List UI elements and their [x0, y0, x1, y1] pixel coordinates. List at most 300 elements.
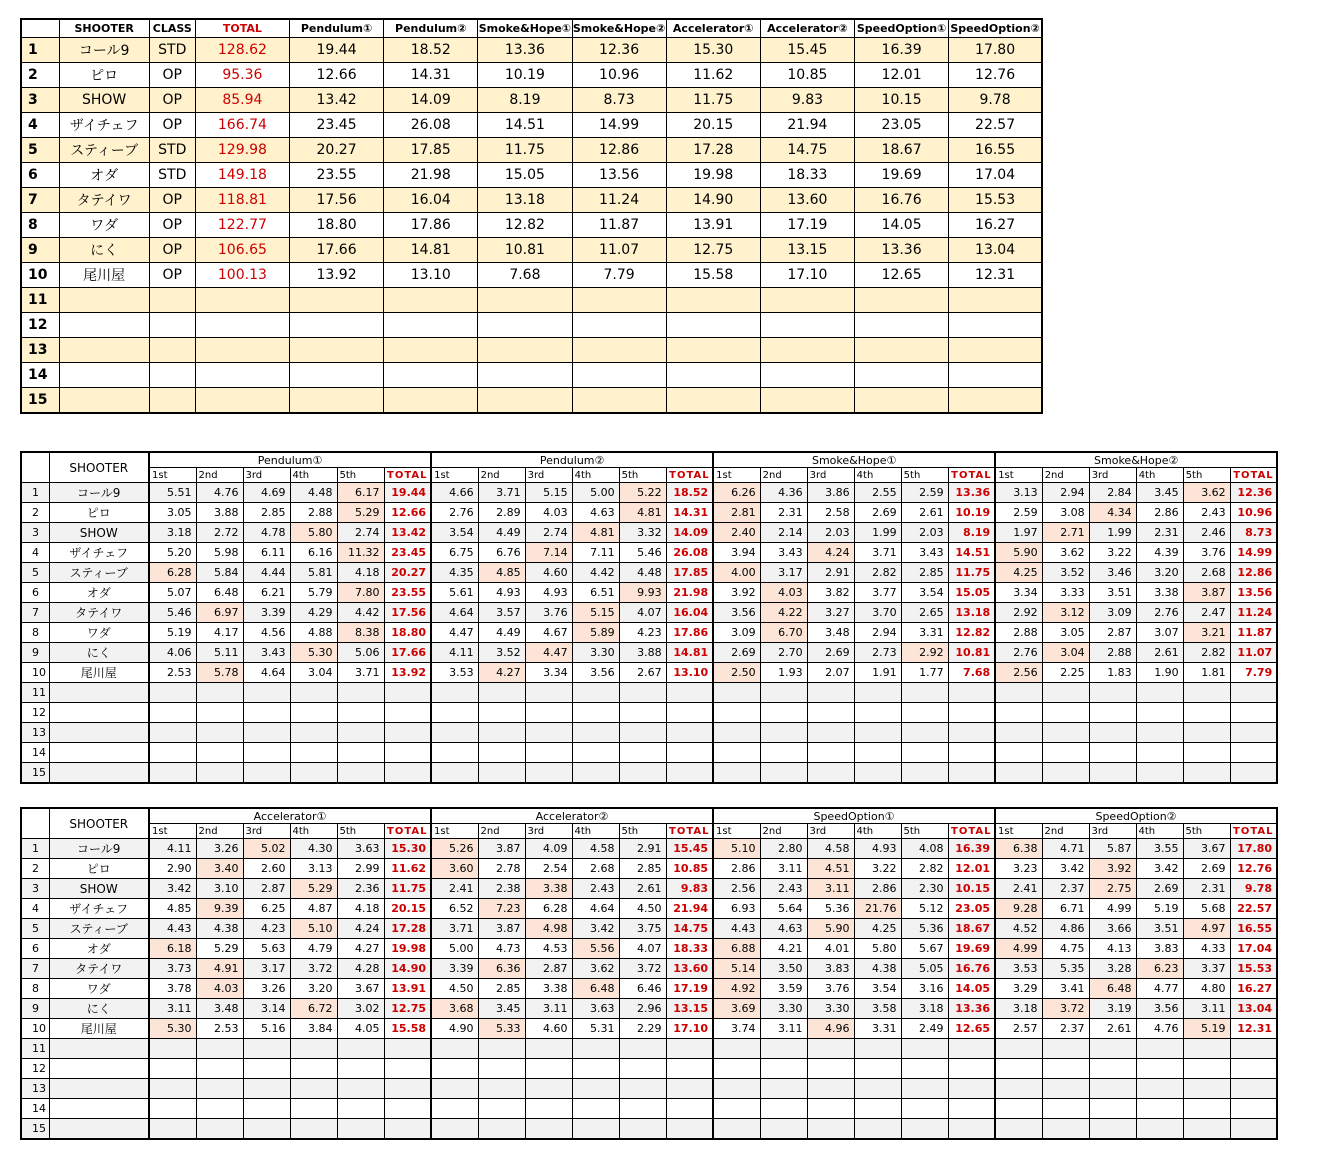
stage-time [760, 338, 854, 363]
total-cell: 85.94 [195, 88, 289, 113]
stage-time: 23.05 [855, 113, 949, 138]
stage-time: 17.86 [384, 213, 478, 238]
class-cell [149, 313, 195, 338]
run-time [995, 683, 1042, 703]
run-time [243, 743, 290, 763]
run-time [1042, 703, 1089, 723]
run-time: 4.76 [1136, 1019, 1183, 1039]
event-total: 26.08 [666, 543, 713, 563]
stage-time: 17.04 [949, 163, 1042, 188]
run-time: 4.96 [807, 1019, 854, 1039]
event-total [666, 1079, 713, 1099]
run-time: 4.64 [572, 899, 619, 919]
row-number: 7 [21, 188, 59, 213]
summary-row [21, 238, 1042, 263]
run-time: 4.06 [149, 643, 196, 663]
event-total [1230, 1099, 1277, 1119]
run-time [995, 703, 1042, 723]
run-time: 6.48 [196, 583, 243, 603]
event-total: 23.45 [384, 543, 431, 563]
run-time: 2.41 [995, 879, 1042, 899]
event-total [948, 683, 995, 703]
run-time: 4.22 [760, 603, 807, 623]
run-time: 5.11 [196, 643, 243, 663]
run-time: 3.42 [572, 919, 619, 939]
run-time: 3.31 [901, 623, 948, 643]
detail-row [21, 763, 1277, 784]
event-total: 12.75 [384, 999, 431, 1019]
event-total: 8.73 [1230, 523, 1277, 543]
run-time: 7.80 [337, 583, 384, 603]
run-time: 4.07 [619, 939, 666, 959]
run-time [854, 723, 901, 743]
run-time: 5.15 [525, 483, 572, 503]
run-time: 5.68 [1183, 899, 1230, 919]
shooter-name [49, 1039, 149, 1059]
stage-time: 11.24 [572, 188, 666, 213]
run-time [1089, 743, 1136, 763]
run-time: 3.66 [1089, 919, 1136, 939]
run-time: 5.90 [807, 919, 854, 939]
run-time [525, 763, 572, 784]
detail-row [21, 859, 1277, 879]
run-time [713, 1099, 760, 1119]
run-time [243, 1039, 290, 1059]
stage-time: 26.08 [384, 113, 478, 138]
total-cell: 166.74 [195, 113, 289, 138]
shooter-name: スティーブ [49, 563, 149, 583]
run-header: 5th [619, 468, 666, 483]
stage-time: 12.75 [666, 238, 760, 263]
run-time [1136, 1119, 1183, 1140]
run-time: 3.26 [243, 979, 290, 999]
detail-row [21, 563, 1277, 583]
run-time: 2.61 [901, 503, 948, 523]
run-time [1042, 1059, 1089, 1079]
row-number: 14 [21, 363, 59, 388]
run-time [713, 1079, 760, 1099]
run-time [431, 763, 478, 784]
run-time: 5.31 [572, 1019, 619, 1039]
run-time: 2.69 [1183, 859, 1230, 879]
event-total: 12.86 [1230, 563, 1277, 583]
stage-time: 9.83 [760, 88, 854, 113]
stage-time: 23.45 [289, 113, 383, 138]
run-time: 4.49 [478, 523, 525, 543]
total-cell: 128.62 [195, 38, 289, 63]
run-time: 2.76 [431, 503, 478, 523]
shooter-name: SHOW [59, 88, 149, 113]
stage-time [949, 288, 1042, 313]
run-time [196, 1119, 243, 1140]
run-time [760, 1119, 807, 1140]
run-time: 4.99 [995, 939, 1042, 959]
run-time: 3.10 [196, 879, 243, 899]
run-time: 4.36 [760, 483, 807, 503]
run-time [807, 1099, 854, 1119]
run-time: 3.62 [1042, 543, 1089, 563]
run-time: 4.42 [337, 603, 384, 623]
run-time: 2.87 [243, 879, 290, 899]
run-header: 2nd [196, 468, 243, 483]
event-total [666, 1119, 713, 1140]
run-time: 2.25 [1042, 663, 1089, 683]
run-time: 2.60 [243, 859, 290, 879]
header-blank [21, 808, 49, 839]
detail-row [21, 1059, 1277, 1079]
event-total [1230, 1079, 1277, 1099]
run-time: 2.29 [619, 1019, 666, 1039]
event-total [384, 743, 431, 763]
shooter-name: ワダ [49, 623, 149, 643]
stage-time: 22.57 [949, 113, 1042, 138]
class-cell [149, 363, 195, 388]
class-cell: OP [149, 213, 195, 238]
run-time: 6.51 [572, 583, 619, 603]
event-total: 17.86 [666, 623, 713, 643]
run-time [1183, 723, 1230, 743]
summary-table [20, 18, 1043, 414]
shooter-name: スティーブ [59, 138, 149, 163]
run-time: 4.73 [478, 939, 525, 959]
run-time: 4.58 [572, 839, 619, 859]
run-time: 3.38 [1136, 583, 1183, 603]
total-cell [195, 288, 289, 313]
run-time: 11.32 [337, 543, 384, 563]
row-number: 6 [21, 163, 59, 188]
header-total: TOTAL [195, 19, 289, 38]
run-time [572, 763, 619, 784]
detail-table-2 [20, 807, 1278, 1140]
run-time: 3.34 [995, 583, 1042, 603]
total-header: TOTAL [384, 468, 431, 483]
run-time [854, 1119, 901, 1140]
run-header: 5th [1183, 468, 1230, 483]
run-time: 3.67 [337, 979, 384, 999]
run-time: 3.84 [290, 1019, 337, 1039]
stage-time [572, 363, 666, 388]
run-time: 4.24 [337, 919, 384, 939]
event-total: 14.51 [948, 543, 995, 563]
run-time: 3.43 [243, 643, 290, 663]
run-time: 2.59 [901, 483, 948, 503]
run-time: 3.45 [478, 999, 525, 1019]
event-total: 14.90 [384, 959, 431, 979]
run-time: 4.86 [1042, 919, 1089, 939]
run-time [431, 683, 478, 703]
run-time: 5.22 [619, 483, 666, 503]
run-time: 3.69 [713, 999, 760, 1019]
run-time: 3.50 [760, 959, 807, 979]
run-time: 4.03 [196, 979, 243, 999]
run-time [901, 743, 948, 763]
event-total: 17.10 [666, 1019, 713, 1039]
run-time: 6.75 [431, 543, 478, 563]
run-time: 4.93 [854, 839, 901, 859]
total-cell [195, 313, 289, 338]
run-time [619, 683, 666, 703]
shooter-name: コール9 [49, 839, 149, 859]
row-number: 3 [21, 88, 59, 113]
run-time: 2.46 [1183, 523, 1230, 543]
run-time: 4.38 [854, 959, 901, 979]
run-time [337, 1039, 384, 1059]
run-time: 3.53 [995, 959, 1042, 979]
run-time: 2.74 [525, 523, 572, 543]
run-time [243, 1059, 290, 1079]
run-time: 4.39 [1136, 543, 1183, 563]
header-blank [21, 452, 49, 483]
shooter-name: 尾川屋 [49, 1019, 149, 1039]
event-total [384, 1059, 431, 1079]
run-time [901, 683, 948, 703]
shooter-name [49, 723, 149, 743]
run-time: 6.93 [713, 899, 760, 919]
run-time: 4.47 [525, 643, 572, 663]
header-pendulum-: Pendulum① [289, 19, 383, 38]
run-time: 3.48 [807, 623, 854, 643]
summary-row [21, 163, 1042, 188]
run-time [243, 723, 290, 743]
total-header: TOTAL [948, 468, 995, 483]
row-number: 5 [21, 138, 59, 163]
run-time [760, 1059, 807, 1079]
run-time [572, 703, 619, 723]
run-time: 4.85 [149, 899, 196, 919]
stage-time: 15.30 [666, 38, 760, 63]
run-time [1136, 1079, 1183, 1099]
run-time [619, 743, 666, 763]
run-time: 3.56 [1136, 999, 1183, 1019]
run-time: 2.78 [478, 859, 525, 879]
run-time: 3.39 [431, 959, 478, 979]
shooter-name: コール9 [49, 483, 149, 503]
event-total: 16.55 [1230, 919, 1277, 939]
run-time [1183, 763, 1230, 784]
row-number: 6 [21, 939, 49, 959]
shooter-name [49, 763, 149, 784]
shooter-header: SHOOTER [49, 808, 149, 839]
total-cell: 95.36 [195, 63, 289, 88]
event-total: 13.91 [384, 979, 431, 999]
run-time [478, 683, 525, 703]
stage-time [384, 313, 478, 338]
run-time: 3.57 [478, 603, 525, 623]
run-time: 3.62 [1183, 483, 1230, 503]
detail-row [21, 663, 1277, 683]
event-total: 12.76 [1230, 859, 1277, 879]
run-time [901, 763, 948, 784]
run-time [1042, 1099, 1089, 1119]
run-time: 5.90 [995, 543, 1042, 563]
run-time: 3.51 [1136, 919, 1183, 939]
total-cell: 106.65 [195, 238, 289, 263]
stage-time: 18.67 [855, 138, 949, 163]
event-total [948, 743, 995, 763]
run-time: 2.37 [1042, 879, 1089, 899]
event-total [948, 1119, 995, 1140]
run-time: 3.19 [1089, 999, 1136, 1019]
stage-time: 7.68 [478, 263, 572, 288]
run-time: 5.46 [619, 543, 666, 563]
run-time [713, 1119, 760, 1140]
shooter-name: にく [49, 999, 149, 1019]
run-time [572, 1079, 619, 1099]
run-time: 3.04 [290, 663, 337, 683]
run-time: 3.37 [1183, 959, 1230, 979]
run-time [431, 1059, 478, 1079]
event-total [1230, 683, 1277, 703]
detail-row [21, 839, 1277, 859]
run-time [572, 1059, 619, 1079]
run-time: 6.72 [290, 999, 337, 1019]
event-header: SpeedOption① [713, 808, 995, 824]
detail-row [21, 1099, 1277, 1119]
run-time [1042, 743, 1089, 763]
run-time: 2.86 [854, 879, 901, 899]
run-time: 3.88 [619, 643, 666, 663]
stage-time: 16.39 [855, 38, 949, 63]
event-total: 13.60 [666, 959, 713, 979]
event-total: 15.45 [666, 839, 713, 859]
summary-row [21, 363, 1042, 388]
run-time: 3.13 [995, 483, 1042, 503]
event-total: 23.05 [948, 899, 995, 919]
detail-row [21, 1079, 1277, 1099]
run-header: 5th [901, 824, 948, 839]
stage-time: 20.15 [666, 113, 760, 138]
run-time: 6.36 [478, 959, 525, 979]
event-total [666, 743, 713, 763]
run-time [196, 1059, 243, 1079]
run-time: 3.77 [854, 583, 901, 603]
row-number: 10 [21, 663, 49, 683]
run-time [243, 683, 290, 703]
run-time [1089, 683, 1136, 703]
run-time: 2.87 [525, 959, 572, 979]
event-total: 13.18 [948, 603, 995, 623]
run-time: 4.05 [337, 1019, 384, 1039]
run-time: 3.56 [572, 663, 619, 683]
detail-row [21, 683, 1277, 703]
run-time: 5.19 [1136, 899, 1183, 919]
event-total: 21.94 [666, 899, 713, 919]
run-time: 5.05 [901, 959, 948, 979]
event-total: 13.56 [1230, 583, 1277, 603]
event-total: 13.15 [666, 999, 713, 1019]
run-time: 3.87 [478, 919, 525, 939]
event-header: Pendulum① [149, 452, 431, 468]
stage-time: 14.31 [384, 63, 478, 88]
run-time: 2.65 [901, 603, 948, 623]
run-time: 4.25 [854, 919, 901, 939]
run-time: 2.07 [807, 663, 854, 683]
run-time: 3.11 [525, 999, 572, 1019]
run-time [901, 1059, 948, 1079]
run-time [995, 723, 1042, 743]
run-time: 3.07 [1136, 623, 1183, 643]
event-total: 17.56 [384, 603, 431, 623]
shooter-name [49, 1099, 149, 1119]
run-time: 4.77 [1136, 979, 1183, 999]
stage-time [384, 338, 478, 363]
run-time: 4.98 [525, 919, 572, 939]
run-time [760, 703, 807, 723]
row-number: 13 [21, 1079, 49, 1099]
run-time: 2.91 [619, 839, 666, 859]
run-time: 3.13 [290, 859, 337, 879]
run-header: 4th [290, 468, 337, 483]
run-time [1089, 723, 1136, 743]
detail-row [21, 999, 1277, 1019]
stage-time [478, 288, 572, 313]
run-time: 6.70 [760, 623, 807, 643]
event-total [384, 683, 431, 703]
run-time: 5.19 [1183, 1019, 1230, 1039]
stage-time: 19.69 [855, 163, 949, 188]
run-time [713, 1039, 760, 1059]
event-total: 18.52 [666, 483, 713, 503]
stage-time [855, 338, 949, 363]
run-time: 6.97 [196, 603, 243, 623]
row-number: 12 [21, 1059, 49, 1079]
run-time: 3.34 [525, 663, 572, 683]
stage-time: 16.04 [384, 188, 478, 213]
run-time [478, 1119, 525, 1140]
run-time [243, 703, 290, 723]
run-time: 4.85 [478, 563, 525, 583]
class-cell: OP [149, 113, 195, 138]
run-header: 1st [431, 468, 478, 483]
run-header: 4th [854, 468, 901, 483]
run-time [760, 1079, 807, 1099]
run-time [760, 1039, 807, 1059]
class-cell: OP [149, 263, 195, 288]
total-header: TOTAL [1230, 824, 1277, 839]
run-time: 4.99 [1089, 899, 1136, 919]
run-time [760, 743, 807, 763]
class-cell: STD [149, 163, 195, 188]
run-time: 6.48 [572, 979, 619, 999]
run-header: 1st [713, 824, 760, 839]
run-time: 2.68 [1183, 563, 1230, 583]
shooter-name: オダ [59, 163, 149, 188]
stage-time [478, 388, 572, 414]
detail-row [21, 543, 1277, 563]
total-cell [195, 388, 289, 414]
stage-time: 17.10 [760, 263, 854, 288]
run-time: 5.19 [149, 623, 196, 643]
run-time [854, 1039, 901, 1059]
run-time: 3.76 [807, 979, 854, 999]
run-time [431, 1079, 478, 1099]
event-total: 11.07 [1230, 643, 1277, 663]
event-total: 18.33 [666, 939, 713, 959]
stage-time: 19.98 [666, 163, 760, 188]
run-time: 2.31 [1136, 523, 1183, 543]
run-time: 4.44 [243, 563, 290, 583]
event-total [666, 723, 713, 743]
event-total: 14.99 [1230, 543, 1277, 563]
shooter-name: オダ [49, 939, 149, 959]
run-time [525, 1079, 572, 1099]
run-time: 3.78 [149, 979, 196, 999]
run-time [149, 703, 196, 723]
stage-time [572, 313, 666, 338]
run-time [196, 723, 243, 743]
run-header: 5th [1183, 824, 1230, 839]
run-time: 4.67 [525, 623, 572, 643]
